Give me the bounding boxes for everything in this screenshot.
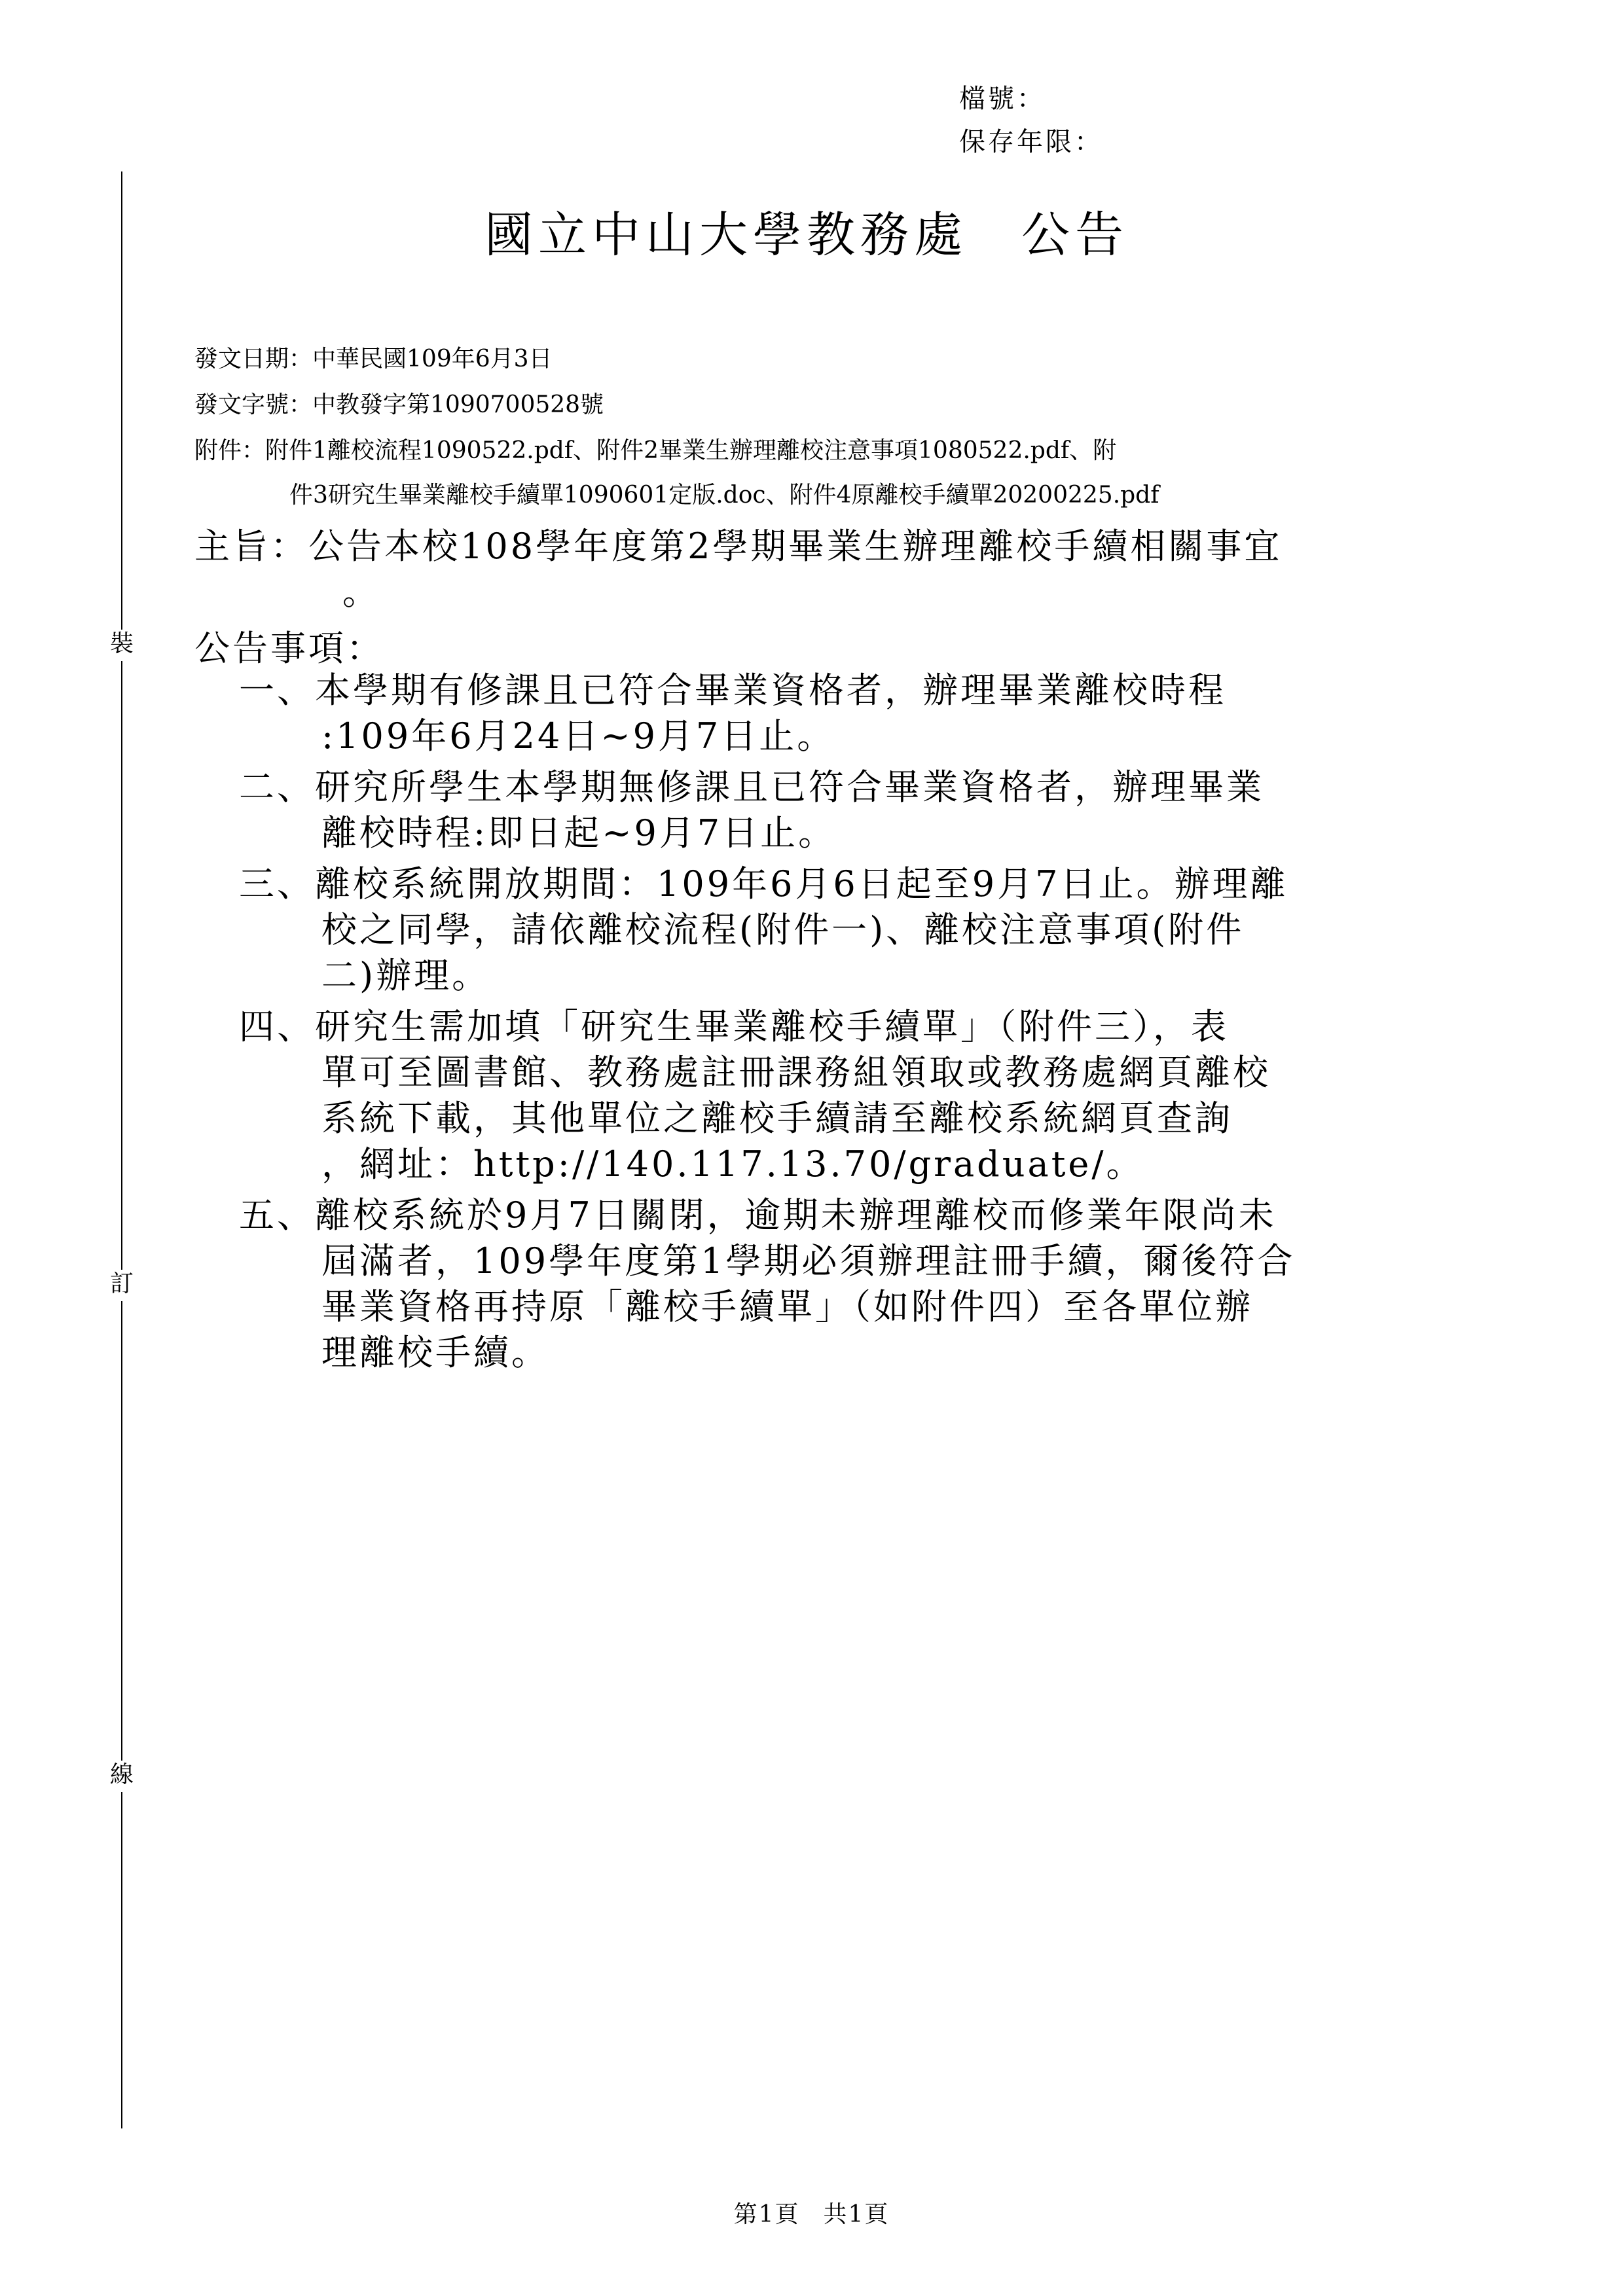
notice-item-number: 三、	[239, 863, 315, 905]
notice-item-text: 畢業資格再持原「離校手續單」（如附件四）至各單位辦	[321, 1286, 1253, 1327]
notice-item-text: 離校系統開放期間：109年6月6日起至9月7日止。辦理離	[315, 863, 1288, 905]
notice-item-text: 理離校手續。	[321, 1332, 549, 1373]
subject-text: 公告本校108學年度第2學期畢業生辦理離校手續相關事宜	[308, 526, 1283, 567]
document-number	[194, 386, 604, 420]
attachments-label: 附件：	[194, 437, 266, 464]
notice-item-text: 研究生需加填「研究生畢業離校手續單」（附件三），表	[315, 1006, 1229, 1047]
binding-mark-zhuang: 裝	[107, 630, 136, 658]
document-title: 國立中山大學教務處 公告	[484, 207, 1129, 263]
binding-segment	[121, 661, 122, 1270]
document-number-value: 中教發字第1090700528號	[312, 391, 604, 418]
document-number-label: 發文字號：	[194, 391, 313, 418]
notice-item	[239, 1004, 1458, 1187]
subject	[194, 524, 1458, 615]
binding-line	[98, 171, 144, 2128]
notice-item	[239, 861, 1458, 999]
notice-item-text: 二)辦理。	[321, 955, 490, 996]
attachments-line: 件3研究生畢業離校手續單1090601定版.doc、附件4原離校手續單20200225.pdf	[289, 482, 1159, 509]
issue-date-value: 中華民國109年6月3日	[312, 346, 553, 372]
binding-segment	[121, 1792, 122, 2128]
notice-item-number: 一、	[239, 670, 315, 711]
notice-item-text: 離校系統於9月7日關閉，逾期未辦理離校而修業年限尚未	[315, 1194, 1277, 1236]
notice-item-text: 校之同學，請依離校流程(附件一)、離校注意事項(附件	[321, 909, 1245, 950]
file-number-label: 檔號：	[959, 84, 1046, 114]
notice-item-text: 屆滿者，109學年度第1學期必須辦理註冊手續，爾後符合	[321, 1240, 1296, 1282]
notice-item-text: 系統下載，其他單位之離校手續請至離校系統網頁查詢	[321, 1098, 1233, 1139]
page-footer	[0, 2196, 1623, 2229]
notice-item-text: :109年6月24日~9月7日止。	[321, 715, 835, 757]
issue-date	[194, 340, 553, 374]
notice-item-number: 四、	[239, 1006, 315, 1047]
subject-text: 。	[342, 571, 380, 613]
attachments-line: 附件1離校流程1090522.pdf、附件2畢業生辦理離校注意事項1080522.pdf、附	[265, 437, 1117, 464]
binding-mark-ding: 訂	[107, 1270, 136, 1299]
binding-mark-xian: 線	[107, 1761, 136, 1789]
notice-items-label: 公告事項：	[194, 628, 384, 669]
notice-item-text: ，網址：http://140.117.13.70/graduate/。	[321, 1143, 1144, 1185]
issue-date-label: 發文日期：	[194, 346, 313, 372]
notice-items	[239, 668, 1458, 1381]
page-number: 第1頁	[733, 2201, 800, 2228]
notice-item-number: 二、	[239, 766, 315, 808]
file-meta	[959, 77, 1103, 164]
attachments	[194, 429, 1451, 518]
notice-item-number: 五、	[239, 1194, 315, 1236]
page-total: 共1頁	[823, 2201, 890, 2228]
notice-item-text: 本學期有修課且已符合畢業資格者，辦理畢業離校時程	[315, 670, 1226, 711]
notice-item	[239, 1193, 1458, 1376]
notice-item	[239, 764, 1458, 856]
retention-period-label: 保存年限：	[959, 127, 1103, 157]
notice-item-text: 研究所學生本學期無修課且已符合畢業資格者，辦理畢業	[315, 766, 1264, 808]
notice-item	[239, 668, 1458, 759]
notice-item-text: 單可至圖書館、教務處註冊課務組領取或教務處網頁離校	[321, 1052, 1271, 1093]
binding-segment	[121, 1301, 122, 1761]
subject-label: 主旨：	[194, 526, 308, 567]
notice-item-text: 離校時程:即日起~9月7日止。	[321, 812, 837, 853]
binding-segment	[121, 171, 122, 630]
